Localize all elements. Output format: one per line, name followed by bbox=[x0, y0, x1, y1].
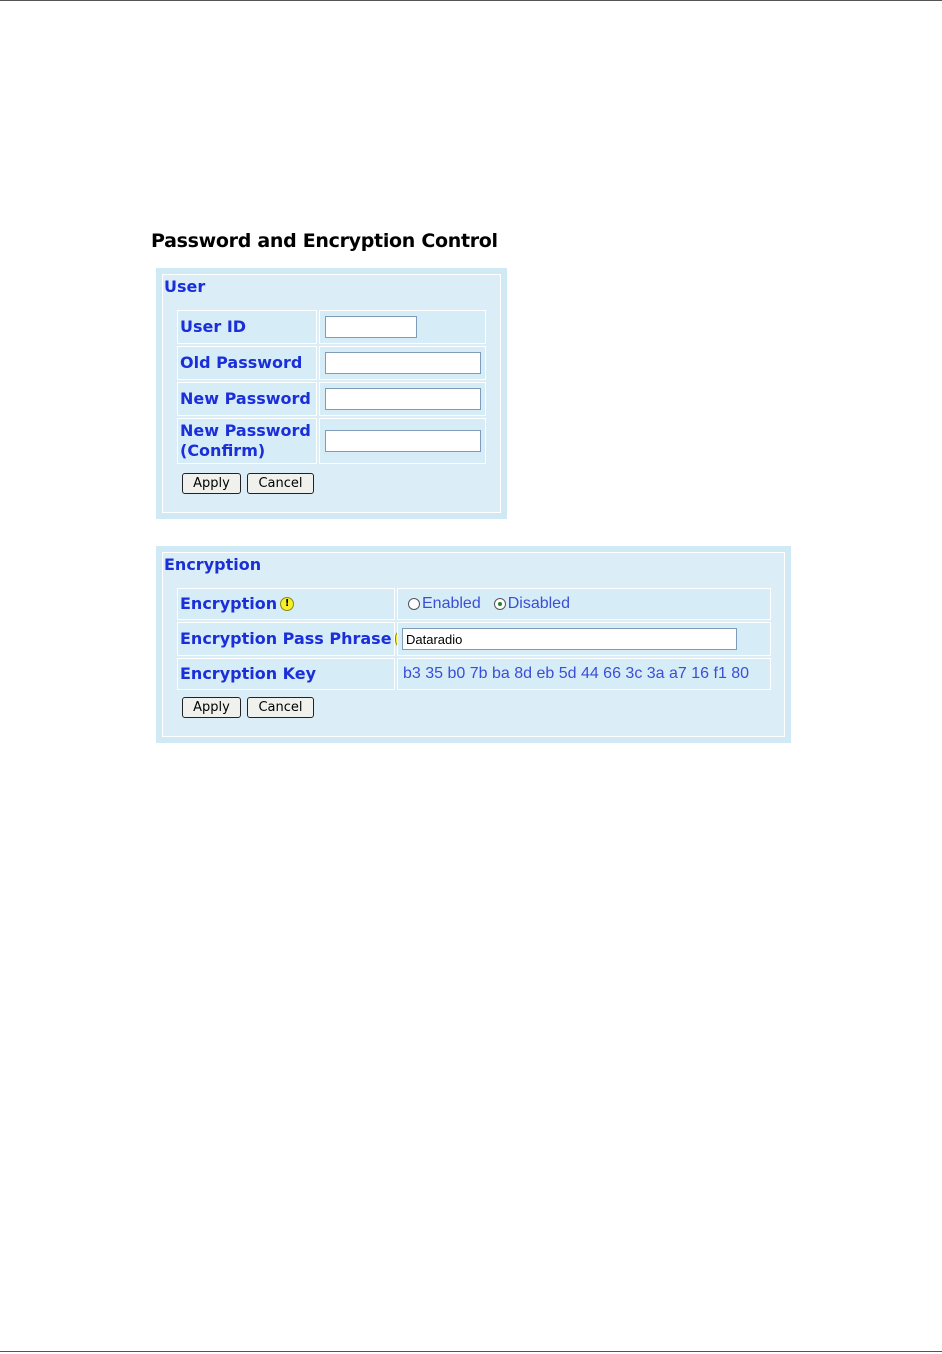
new-password-cell bbox=[319, 382, 486, 416]
encryption-key-value: b3 35 b0 7b ba 8d eb 5d 44 66 3c 3a a7 16 f1 80 bbox=[397, 658, 771, 690]
encryption-key-label: Encryption Key bbox=[177, 658, 395, 690]
encryption-radio-cell bbox=[397, 588, 771, 620]
old-password-input[interactable] bbox=[325, 352, 481, 374]
encryption-enabled-option[interactable] bbox=[408, 595, 481, 613]
user-panel-frame bbox=[162, 274, 501, 513]
old-password-label: Old Password bbox=[177, 346, 317, 380]
pass-phrase-label-cell bbox=[177, 622, 395, 656]
encryption-section-title: Encryption bbox=[164, 555, 262, 574]
encryption-panel-frame bbox=[162, 552, 785, 737]
encryption-panel bbox=[156, 546, 791, 743]
user-apply-button[interactable]: Apply bbox=[182, 473, 241, 494]
encryption-apply-button[interactable]: Apply bbox=[182, 697, 241, 718]
new-password-label: New Password bbox=[177, 382, 317, 416]
pass-phrase-cell bbox=[397, 622, 771, 656]
new-password-input[interactable] bbox=[325, 388, 481, 410]
confirm-password-label: New Password (Confirm) bbox=[177, 418, 317, 464]
warning-icon[interactable]: ! bbox=[280, 597, 294, 611]
encryption-label-cell bbox=[177, 588, 395, 620]
bottom-rule bbox=[0, 1351, 942, 1352]
pass-phrase-label: Encryption Pass Phrase bbox=[180, 629, 392, 648]
encryption-disabled-radio[interactable] bbox=[494, 598, 506, 610]
user-id-input[interactable] bbox=[325, 316, 417, 338]
user-id-cell bbox=[319, 310, 486, 344]
user-panel bbox=[156, 268, 507, 519]
confirm-password-cell bbox=[319, 418, 486, 464]
user-cancel-button[interactable]: Cancel bbox=[247, 473, 314, 494]
user-id-label: User ID bbox=[177, 310, 317, 344]
encryption-disabled-option[interactable] bbox=[494, 595, 570, 613]
encryption-enabled-radio[interactable] bbox=[408, 598, 420, 610]
pass-phrase-input[interactable] bbox=[402, 628, 737, 650]
encryption-enabled-label: Enabled bbox=[422, 595, 481, 612]
old-password-cell bbox=[319, 346, 486, 380]
page-title: Password and Encryption Control bbox=[151, 230, 498, 252]
confirm-password-input[interactable] bbox=[325, 430, 481, 452]
encryption-disabled-label: Disabled bbox=[507, 595, 570, 612]
top-rule bbox=[0, 0, 942, 1]
user-section-title: User bbox=[164, 277, 206, 296]
encryption-cancel-button[interactable]: Cancel bbox=[247, 697, 314, 718]
encryption-label: Encryption bbox=[180, 594, 278, 613]
